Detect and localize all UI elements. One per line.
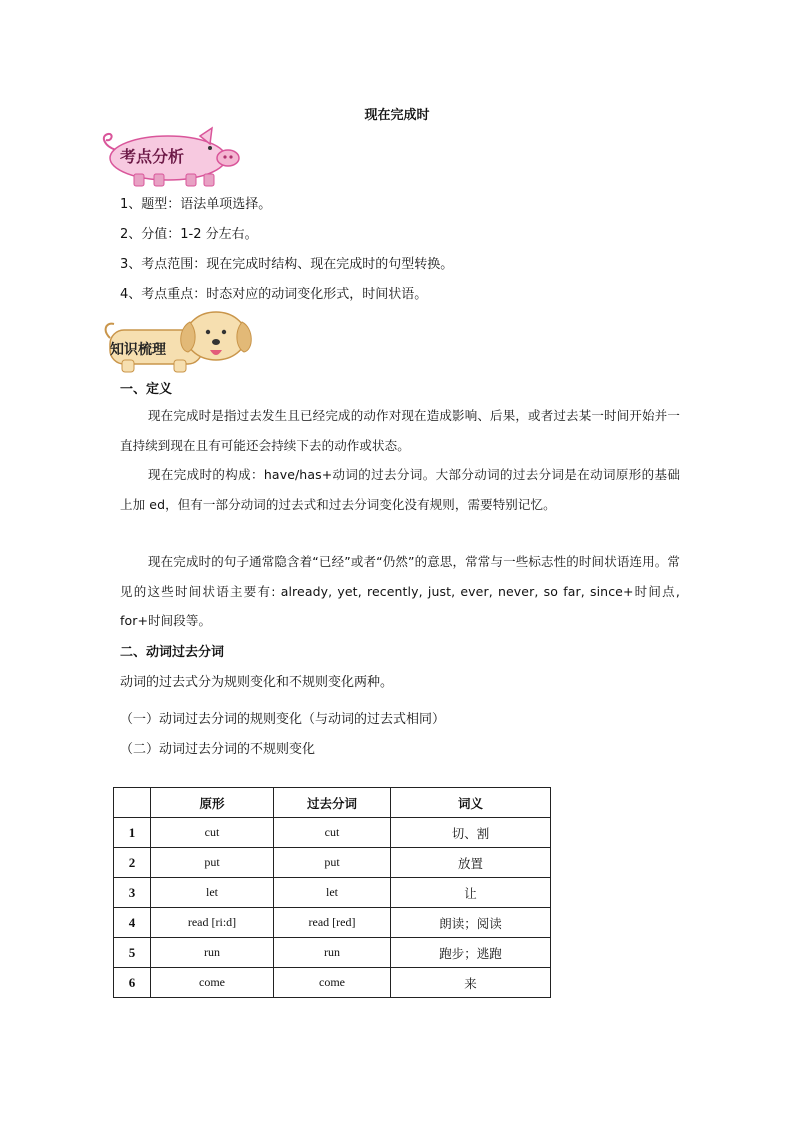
base-form: read [ri:d] xyxy=(151,908,274,938)
analysis-badge-label: 考点分析 xyxy=(120,147,185,166)
past-participle: cut xyxy=(274,818,391,848)
meaning: 让 xyxy=(391,878,551,908)
table-row xyxy=(114,968,551,998)
past-participle: come xyxy=(274,968,391,998)
table-row xyxy=(114,848,551,878)
base-form: come xyxy=(151,968,274,998)
base-form: put xyxy=(151,848,274,878)
meaning: 切、割 xyxy=(391,818,551,848)
meaning: 朗读；阅读 xyxy=(391,908,551,938)
row-index: 3 xyxy=(114,878,151,908)
past-participle: let xyxy=(274,878,391,908)
row-index: 6 xyxy=(114,968,151,998)
row-index: 4 xyxy=(114,908,151,938)
row-index: 1 xyxy=(114,818,151,848)
base-form: run xyxy=(151,938,274,968)
knowledge-badge xyxy=(104,308,254,374)
header-base-form: 原形 xyxy=(151,788,274,818)
base-form: cut xyxy=(151,818,274,848)
section1-heading: 一、定义 xyxy=(120,382,173,397)
analysis-badge xyxy=(94,124,244,188)
past-participle: read [red] xyxy=(274,908,391,938)
irregular-verbs-table xyxy=(113,787,551,998)
table-header-row xyxy=(114,788,551,818)
base-form: let xyxy=(151,878,274,908)
analysis-item: 4、考点重点：时态对应的动词变化形式，时间状语。 xyxy=(120,287,428,302)
section2-intro: 动词的过去式分为规则变化和不规则变化两种。 xyxy=(120,675,394,690)
analysis-item: 3、考点范围：现在完成时结构、现在完成时的句型转换。 xyxy=(120,257,454,272)
row-index: 2 xyxy=(114,848,151,878)
subsection-irregular: （二）动词过去分词的不规则变化 xyxy=(120,742,316,757)
table-row xyxy=(114,938,551,968)
meaning: 来 xyxy=(391,968,551,998)
page-title: 现在完成时 xyxy=(364,108,430,123)
paragraph: 现在完成时是指过去发生且已经完成的动作对现在造成影响、后果，或者过去某一时间开始并一直持续到现在且有可能还会持续下去的动作或状态。 xyxy=(120,408,680,453)
header-index xyxy=(114,788,151,818)
table-row xyxy=(114,908,551,938)
table-row xyxy=(114,818,551,848)
row-index: 5 xyxy=(114,938,151,968)
meaning: 放置 xyxy=(391,848,551,878)
meaning: 跑步；逃跑 xyxy=(391,938,551,968)
analysis-item: 2、分值：1-2 分左右。 xyxy=(120,227,258,242)
subsection-regular: （一）动词过去分词的规则变化（与动词的过去式相同） xyxy=(120,712,446,727)
past-participle: put xyxy=(274,848,391,878)
paragraph: 现在完成时的句子通常隐含着“已经”或者“仍然”的意思，常常与一些标志性的时间状语连用。常见的这些时间状语主要有: already, yet, recently, just, ever, never, so far, since+时间点, for+时间段等。 xyxy=(120,554,680,628)
knowledge-badge-label: 知识梳理 xyxy=(110,342,166,358)
header-past-participle: 过去分词 xyxy=(274,788,391,818)
section2-heading: 二、动词过去分词 xyxy=(120,645,225,660)
paragraph: 现在完成时的构成：have/has+动词的过去分词。大部分动词的过去分词是在动词原形的基础上加 ed，但有一部分动词的过去式和过去分词变化没有规则，需要特别记忆。 xyxy=(120,467,680,512)
header-meaning: 词义 xyxy=(391,788,551,818)
analysis-item: 1、题型：语法单项选择。 xyxy=(120,197,272,212)
past-participle: run xyxy=(274,938,391,968)
table-row xyxy=(114,878,551,908)
